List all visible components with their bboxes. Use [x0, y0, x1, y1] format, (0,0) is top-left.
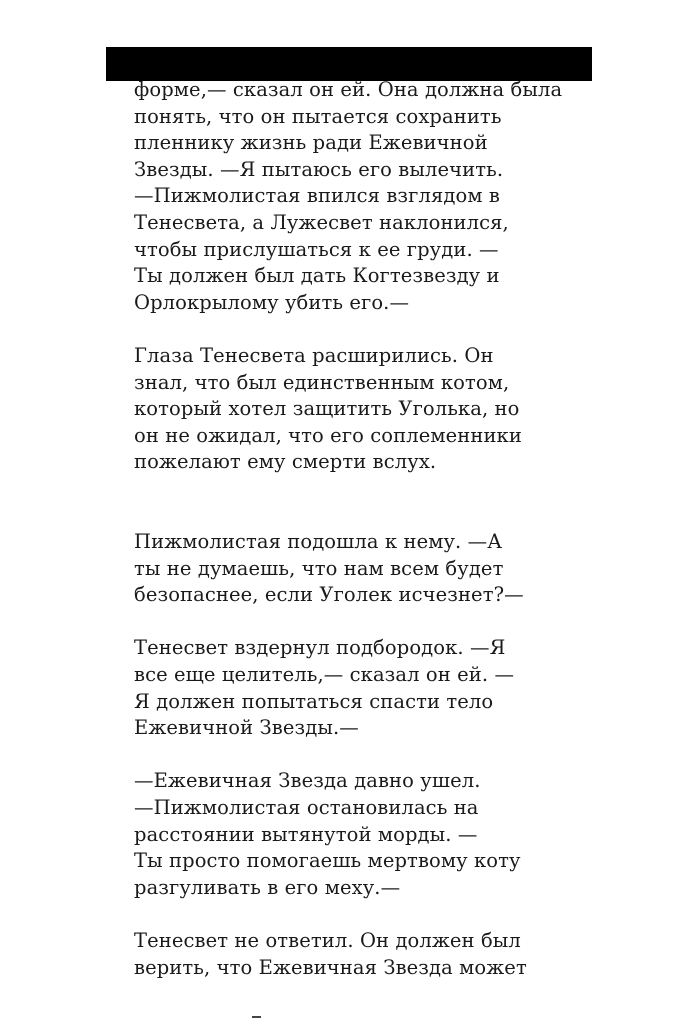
paragraph-6 [134, 928, 594, 981]
text-line: —Пижмолистая впился взглядом в [134, 184, 500, 208]
paragraph-spacer [134, 901, 594, 928]
text-line: он не ожидал, что его соплеменники [134, 423, 522, 447]
paragraph-spacer [134, 742, 594, 769]
paragraph-5 [134, 768, 594, 901]
paragraph-1 [134, 77, 594, 316]
text-line: —Пижмолистая остановилась на [134, 796, 479, 820]
paragraph-2 [134, 343, 594, 476]
redaction-bar [106, 47, 592, 81]
text-line: Орлокрылому убить его.— [134, 290, 410, 314]
text-line: разгуливать в его меху.— [134, 875, 401, 899]
text-line: расстоянии вытянутой морды. — [134, 822, 478, 846]
text-line: Тенесвет не ответил. Он должен был [134, 929, 521, 952]
text-line: Я должен попытаться спасти тело [134, 689, 494, 713]
text-line: Тенесвет вздернул подбородок. —Я [134, 636, 506, 660]
text-line: —Ежевичная Звезда давно ушел. [134, 769, 481, 793]
text-line: пленнику жизнь ради Ежевичной [134, 131, 488, 155]
text-line: ты не думаешь, что нам всем будет [134, 556, 504, 580]
paragraph-3 [134, 529, 594, 609]
text-line: Ты должен был дать Когтезвезду и [134, 264, 500, 288]
text-line: пожелают ему смерти вслух. [134, 450, 437, 474]
text-line: понять, что он пытается сохранить [134, 104, 502, 128]
text-line: форме,— сказал он ей. Она должна была [134, 78, 563, 101]
paragraph-spacer [134, 476, 594, 529]
text-line: который хотел защитить Уголька, но [134, 397, 520, 421]
text-line: все еще целитель,— сказал он ей. — [134, 663, 515, 687]
text-line: Глаза Тенесвета расширились. Он [134, 343, 494, 367]
body-text [134, 77, 594, 981]
text-line: Пижмолистая подошла к нему. —А [134, 530, 503, 554]
paragraph-spacer [134, 316, 594, 343]
cut-off-text-fragment [252, 1016, 261, 1018]
text-line: верить, что Ежевичная Звезда может [134, 955, 527, 979]
text-line: Звезды. —Я пытаюсь его вылечить. [134, 157, 504, 181]
paragraph-spacer [134, 609, 594, 636]
paragraph-4 [134, 635, 594, 741]
text-line: знал, что был единственным котом, [134, 370, 510, 394]
text-line: Ты просто помогаешь мертвому коту [134, 849, 521, 873]
text-line: Ежевичной Звезды.— [134, 716, 359, 740]
text-line: Тенесвета, а Лужесвет наклонился, [134, 210, 509, 234]
text-line: чтобы прислушаться к ее груди. — [134, 237, 499, 261]
text-line: безопаснее, если Уголек исчезнет?— [134, 583, 524, 607]
